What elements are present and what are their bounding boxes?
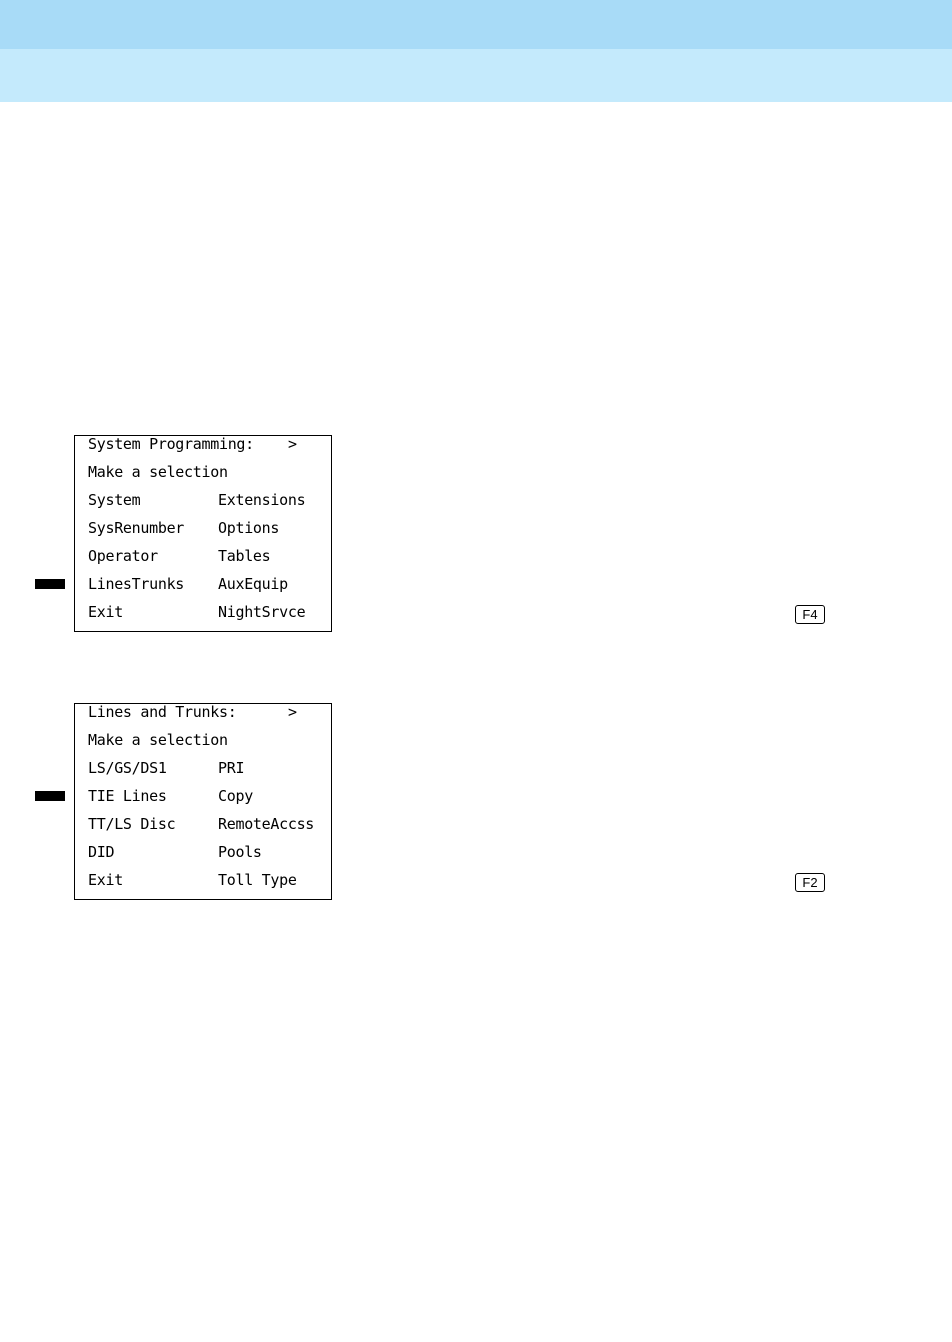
menu-option-extensions[interactable]: Extensions	[218, 491, 306, 509]
selection-marker	[35, 579, 65, 589]
menu-option-tie-lines[interactable]: TIE Lines	[88, 787, 167, 805]
header-band-bottom	[0, 49, 952, 102]
menu-option-options[interactable]: Options	[218, 519, 280, 537]
menu-option-pri[interactable]: PRI	[218, 759, 245, 777]
menu-option-linestrunks[interactable]: LinesTrunks	[88, 575, 185, 593]
menu-option-exit[interactable]: Exit	[88, 603, 123, 621]
menu-option-toll-type[interactable]: Toll Type	[218, 871, 297, 889]
next-page-arrow[interactable]: >	[288, 703, 298, 721]
screen-title: System Programming:	[88, 435, 254, 453]
next-page-arrow[interactable]: >	[288, 435, 298, 453]
menu-option-ls-gs-ds1[interactable]: LS/GS/DS1	[88, 759, 167, 777]
menu-option-did[interactable]: DID	[88, 843, 115, 861]
menu-option-auxequip[interactable]: AuxEquip	[218, 575, 288, 593]
screen-prompt: Make a selection	[88, 463, 228, 481]
function-key-f2[interactable]: F2	[795, 873, 825, 892]
menu-option-operator[interactable]: Operator	[88, 547, 158, 565]
display-screen-lines-and-trunks	[74, 703, 332, 900]
menu-option-remoteaccss[interactable]: RemoteAccss	[218, 815, 315, 833]
menu-option-tt-ls-disc[interactable]: TT/LS Disc	[88, 815, 176, 833]
selection-marker	[35, 791, 65, 801]
menu-option-pools[interactable]: Pools	[218, 843, 262, 861]
menu-option-nightsrvce[interactable]: NightSrvce	[218, 603, 306, 621]
screen-title: Lines and Trunks:	[88, 703, 237, 721]
display-screen-system-programming	[74, 435, 332, 632]
function-key-f4[interactable]: F4	[795, 605, 825, 624]
screen-prompt: Make a selection	[88, 731, 228, 749]
header-band-top	[0, 0, 952, 49]
menu-option-copy[interactable]: Copy	[218, 787, 253, 805]
menu-option-sysrenumber[interactable]: SysRenumber	[88, 519, 185, 537]
menu-option-tables[interactable]: Tables	[218, 547, 271, 565]
menu-option-exit[interactable]: Exit	[88, 871, 123, 889]
menu-option-system[interactable]: System	[88, 491, 141, 509]
